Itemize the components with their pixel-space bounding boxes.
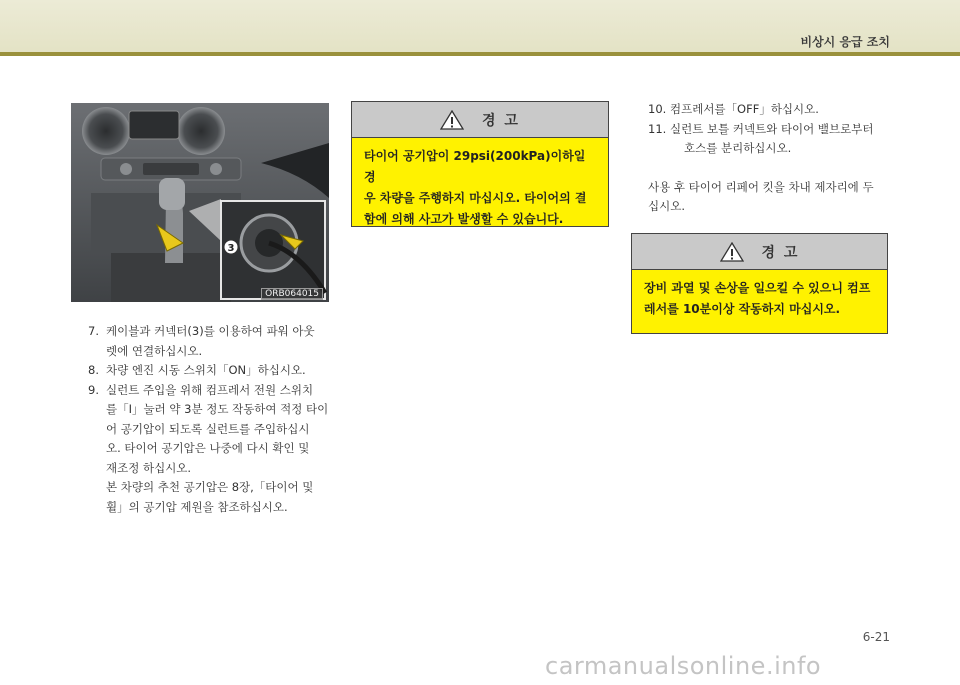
warning-triangle-icon: [440, 110, 464, 130]
step-11: 11. 실런트 보틀 커넥트와 타이어 밸브로부터 호스를 분리하십시오.: [648, 121, 874, 155]
car-console-illustration: [71, 103, 329, 302]
after-use-paragraph: 사용 후 타이어 리페어 킷을 차내 제자리에 두 십시오.: [648, 179, 874, 213]
warning-body: 타이어 공기압이 29psi(200kPa)이하일 경 우 차량을 주행하지 마십시오. 타이어의 결 함에 의해 사고가 발생할 수 있습니다.: [352, 138, 608, 226]
warning-box-overheat: [631, 233, 888, 334]
warning-box-pressure: [351, 101, 609, 227]
step-9: 9. 실런트 주입을 위해 컴프레서 전원 스위치 를「I」눌러 약 3분 정도 작동하여 적정 타이 어 공기압이 되도록 실런트를 주입하십시 오. 타이어 공기압은 나중에 다시 확인 및 재조정 하십시오.: [88, 382, 329, 475]
step-8: 8. 차량 엔진 시동 스위치「ON」하십시오.: [88, 363, 306, 377]
page-section-title: 비상시 응급 조치: [800, 35, 890, 49]
warning-triangle-icon: [720, 242, 744, 262]
warning-header: [632, 234, 887, 270]
watermark: carmanualsonline.info: [545, 652, 822, 680]
figure-code: ORB064015: [261, 288, 323, 300]
right-column-text: [648, 100, 898, 217]
warning-header: [352, 102, 608, 138]
power-outlet-photo: [71, 103, 329, 302]
step-note: 본 차량의 추천 공기압은 8장,「타이어 및 휠」의 공기압 제원을 참조하십시오.: [106, 480, 314, 514]
callout-3: 3: [227, 243, 235, 254]
warning-title: 경 고: [482, 112, 520, 129]
warning-title: 경 고: [761, 244, 800, 261]
warning-body: 장비 과열 및 손상을 일으킬 수 있으니 컴프 레서를 10분이상 작동하지 마십시오.: [632, 270, 887, 333]
step-7: 7. 케이블과 커넥터(3)를 이용하여 파워 아웃 렛에 연결하십시오.: [88, 324, 315, 358]
step-10: 10. 컴프레서를「OFF」하십시오.: [648, 102, 819, 116]
header-rule: [0, 52, 960, 56]
page-number: 6-21: [862, 630, 890, 644]
steps-list: [88, 322, 338, 517]
